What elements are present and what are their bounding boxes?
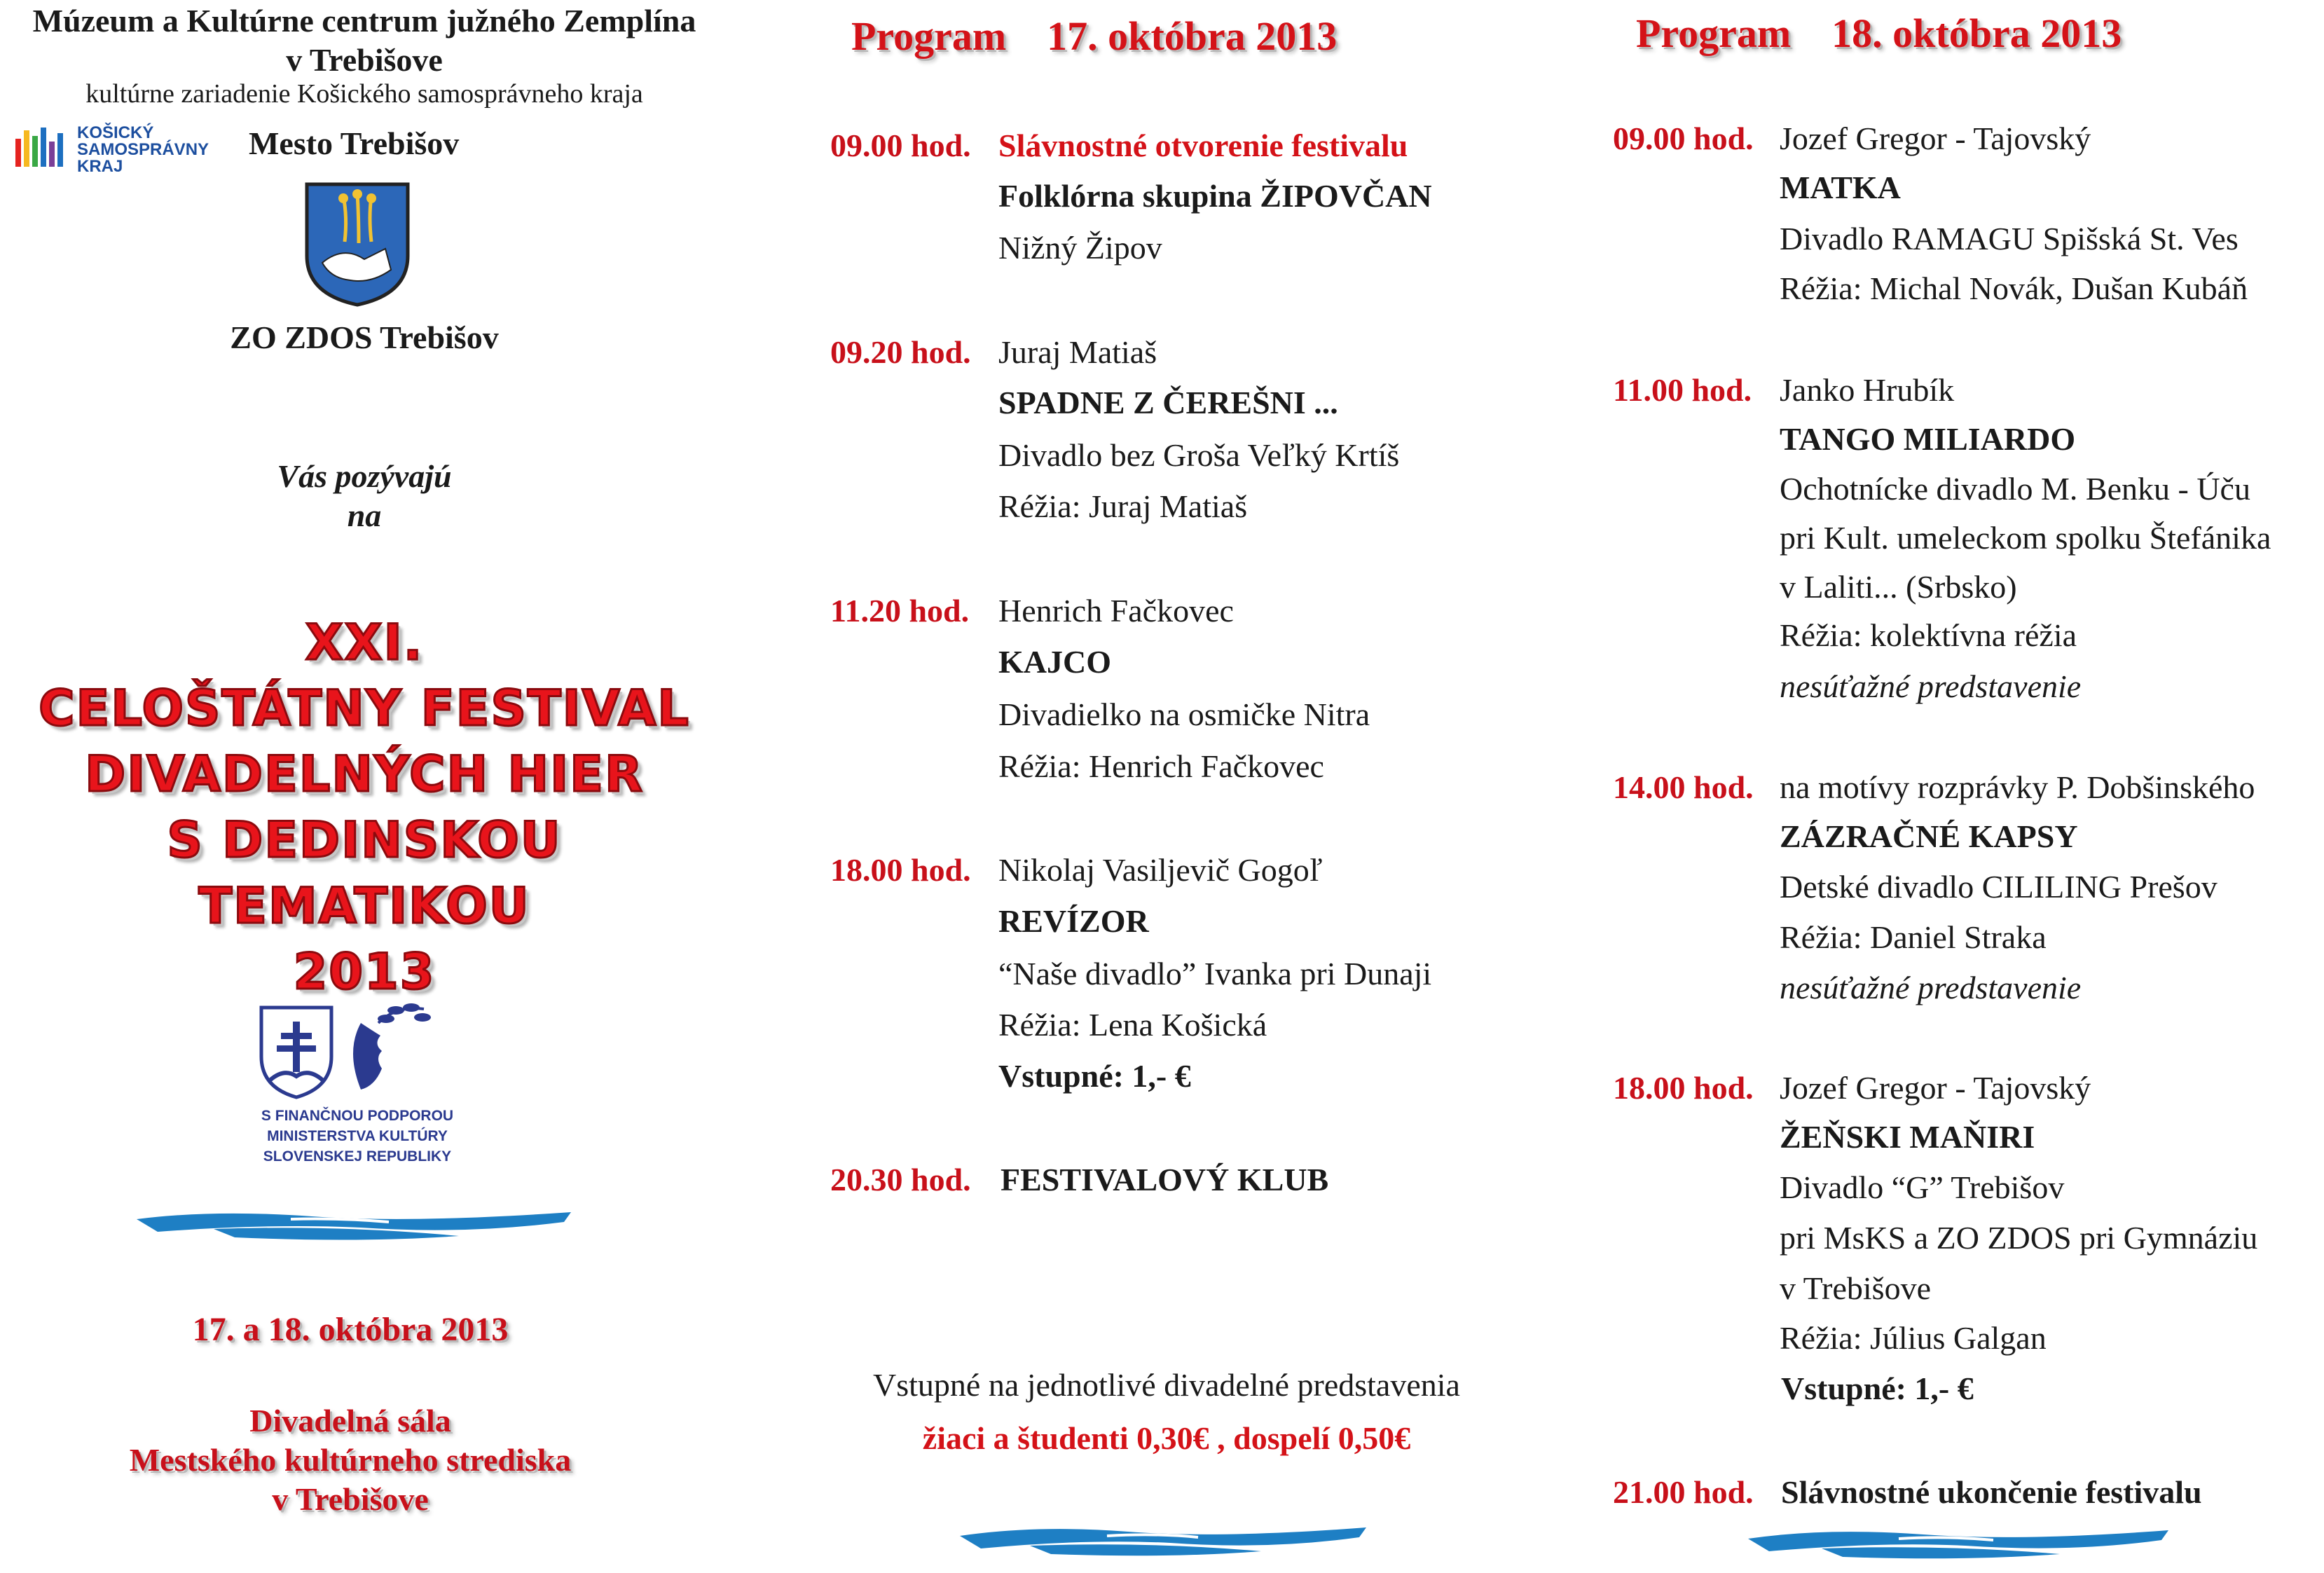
event-time: 18.00 hod. [1613, 1070, 1754, 1106]
admission-prices: žiaci a študenti 0,30€ , dospelí 0,50€ [922, 1420, 1411, 1456]
event-author: na motívy rozprávky P. Dobšinského [1780, 769, 2255, 805]
event-title: REVÍZOR [998, 903, 1149, 939]
event-time: 11.20 hod. [830, 593, 970, 628]
organizer-name [0, 1, 729, 80]
event-group: pri MsKS a ZO ZDOS pri Gymnáziu [1780, 1220, 2258, 1256]
event-note: nesúťažné predstavenie [1780, 668, 2082, 704]
invitation-line2: na [347, 497, 382, 533]
event-director: Réžia: Július Galgan [1780, 1320, 2047, 1356]
event-author: Nikolaj Vasiljevič Gogoľ [998, 852, 1323, 888]
event-director: Réžia: Lena Košická [998, 1007, 1267, 1043]
ksk-logo-mark-icon [13, 123, 76, 179]
event-group: pri Kult. umeleckom spolku Štefánika [1780, 520, 2271, 556]
event-author: Jozef Gregor - Tajovský [1780, 121, 2091, 156]
venue-line: Divadelná sála [249, 1403, 451, 1438]
ministry-line: MINISTERSTVA KULTÚRY [267, 1128, 448, 1144]
city-name: Mesto Trebišov [249, 125, 460, 161]
event-time: 20.30 hod. [830, 1162, 971, 1197]
event-author: Janko Hrubík [1780, 372, 1955, 408]
event-time: 09.00 hod. [830, 128, 971, 163]
festival-dates: 17. a 18. októbra 2013 [192, 1311, 509, 1348]
admission-note: Vstupné na jednotlivé divadelné predstavenia [873, 1367, 1460, 1403]
event-title: Slávnostné ukončenie festivalu [1781, 1474, 2202, 1510]
invitation-text [0, 457, 729, 535]
event-director: Réžia: Daniel Straka [1780, 919, 2047, 955]
zo-zdos-label: ZO ZDOS Trebišov [230, 320, 499, 355]
festival-title [0, 610, 729, 1005]
wave-decoration-icon [953, 1519, 1373, 1561]
event-group: Divadielko na osmičke Nitra [998, 696, 1370, 732]
event-title: MATKA [1780, 170, 1901, 205]
event-time: 18.00 hod. [830, 852, 971, 888]
left-panel [0, 0, 729, 1573]
event-title: TANGO MILIARDO [1780, 421, 2076, 457]
event-group: Detské divadlo CILILING Prešov [1780, 869, 2218, 905]
event-title: FESTIVALOVÝ KLUB [1001, 1162, 1329, 1197]
event-fee: Vstupné: 1,- € [998, 1058, 1191, 1094]
organizer-subtitle: kultúrne zariadenie Košického samosprávneho kraja [85, 79, 643, 109]
event-author: Jozef Gregor - Tajovský [1780, 1070, 2091, 1106]
event-director: Réžia: kolektívna réžia [1780, 617, 2077, 653]
event-group: “Naše divadlo” Ivanka pri Dunaji [998, 956, 1432, 991]
event-title: SPADNE Z ČEREŠNI ... [998, 385, 1338, 420]
event-time: 11.00 hod. [1613, 372, 1752, 408]
event-note: nesúťažné predstavenie [1780, 970, 2082, 1005]
event-director: Réžia: Michal Novák, Dušan Kubáň [1780, 270, 2248, 306]
festival-title-line: DIVADELNÝCH HIER [85, 746, 644, 803]
event-time: 09.00 hod. [1613, 121, 1754, 156]
program-day2-heading: Program 18. októbra 2013 [1636, 11, 2122, 56]
ministry-line: SLOVENSKEJ REPUBLIKY [263, 1148, 452, 1165]
organizer-line1: Múzeum a Kultúrne centrum južného Zemplína [32, 3, 696, 39]
event-author: Juraj Matiaš [998, 334, 1157, 370]
event-title: KAJCO [998, 644, 1111, 680]
program-day2 [1604, 0, 2324, 1573]
event-title: Slávnostné otvorenie festivalu [998, 128, 1408, 163]
event-time: 09.20 hod. [830, 334, 971, 370]
event-time: 21.00 hod. [1613, 1474, 1754, 1510]
wave-decoration-icon [130, 1204, 578, 1246]
invitation-line1: Vás pozývajú [277, 458, 452, 494]
event-title: ZÁZRAČNÉ KAPSY [1780, 818, 2078, 854]
ksk-logo [13, 119, 223, 184]
festival-title-line: XXI. [305, 614, 424, 671]
event-group: Divadlo bez Groša Veľký Krtíš [998, 437, 1400, 473]
venue-line: v Trebišove [272, 1481, 429, 1517]
program-day1 [813, 0, 1520, 1573]
event-director: Réžia: Henrich Fačkovec [998, 748, 1324, 784]
event-group: v Trebišove [1780, 1270, 1931, 1306]
festival-title-line: S DEDINSKOU TEMATIKOU [167, 811, 562, 935]
trebisov-coat-of-arms-icon [301, 179, 413, 308]
ministry-culture-logo-icon [256, 1002, 459, 1100]
event-group: Divadlo “G” Trebišov [1780, 1169, 2065, 1205]
wave-decoration-icon [1741, 1522, 2175, 1564]
event-time: 14.00 hod. [1613, 769, 1754, 805]
festival-title-line: CELOŠTÁTNY FESTIVAL [39, 680, 690, 737]
event-group: v Laliti... (Srbsko) [1780, 569, 2017, 605]
event-place: Nižný Žipov [998, 230, 1162, 266]
event-fee: Vstupné: 1,- € [1781, 1371, 1974, 1406]
event-group: Ochotnícke divadlo M. Benku - Úču [1780, 471, 2250, 507]
event-title: ŽEŇSKI MAŇIRI [1780, 1119, 2035, 1155]
ksk-logo-text: KOŠICKÝ SAMOSPRÁVNY KRAJ [77, 123, 209, 176]
ministry-support-text [210, 1106, 504, 1167]
event-group: Divadlo RAMAGU Spišská St. Ves [1780, 221, 2239, 256]
event-performer: Folklórna skupina ŽIPOVČAN [998, 178, 1432, 214]
venue-line: Mestského kultúrneho strediska [129, 1442, 572, 1478]
venue [0, 1401, 701, 1519]
event-director: Réžia: Juraj Matiaš [998, 488, 1248, 524]
ministry-line: S FINANČNOU PODPOROU [261, 1108, 454, 1124]
event-author: Henrich Fačkovec [998, 593, 1234, 628]
program-day1-heading: Program 17. októbra 2013 [851, 13, 1338, 59]
festival-title-line: 2013 [293, 943, 436, 1001]
organizer-line2: v Trebišove [286, 42, 443, 78]
